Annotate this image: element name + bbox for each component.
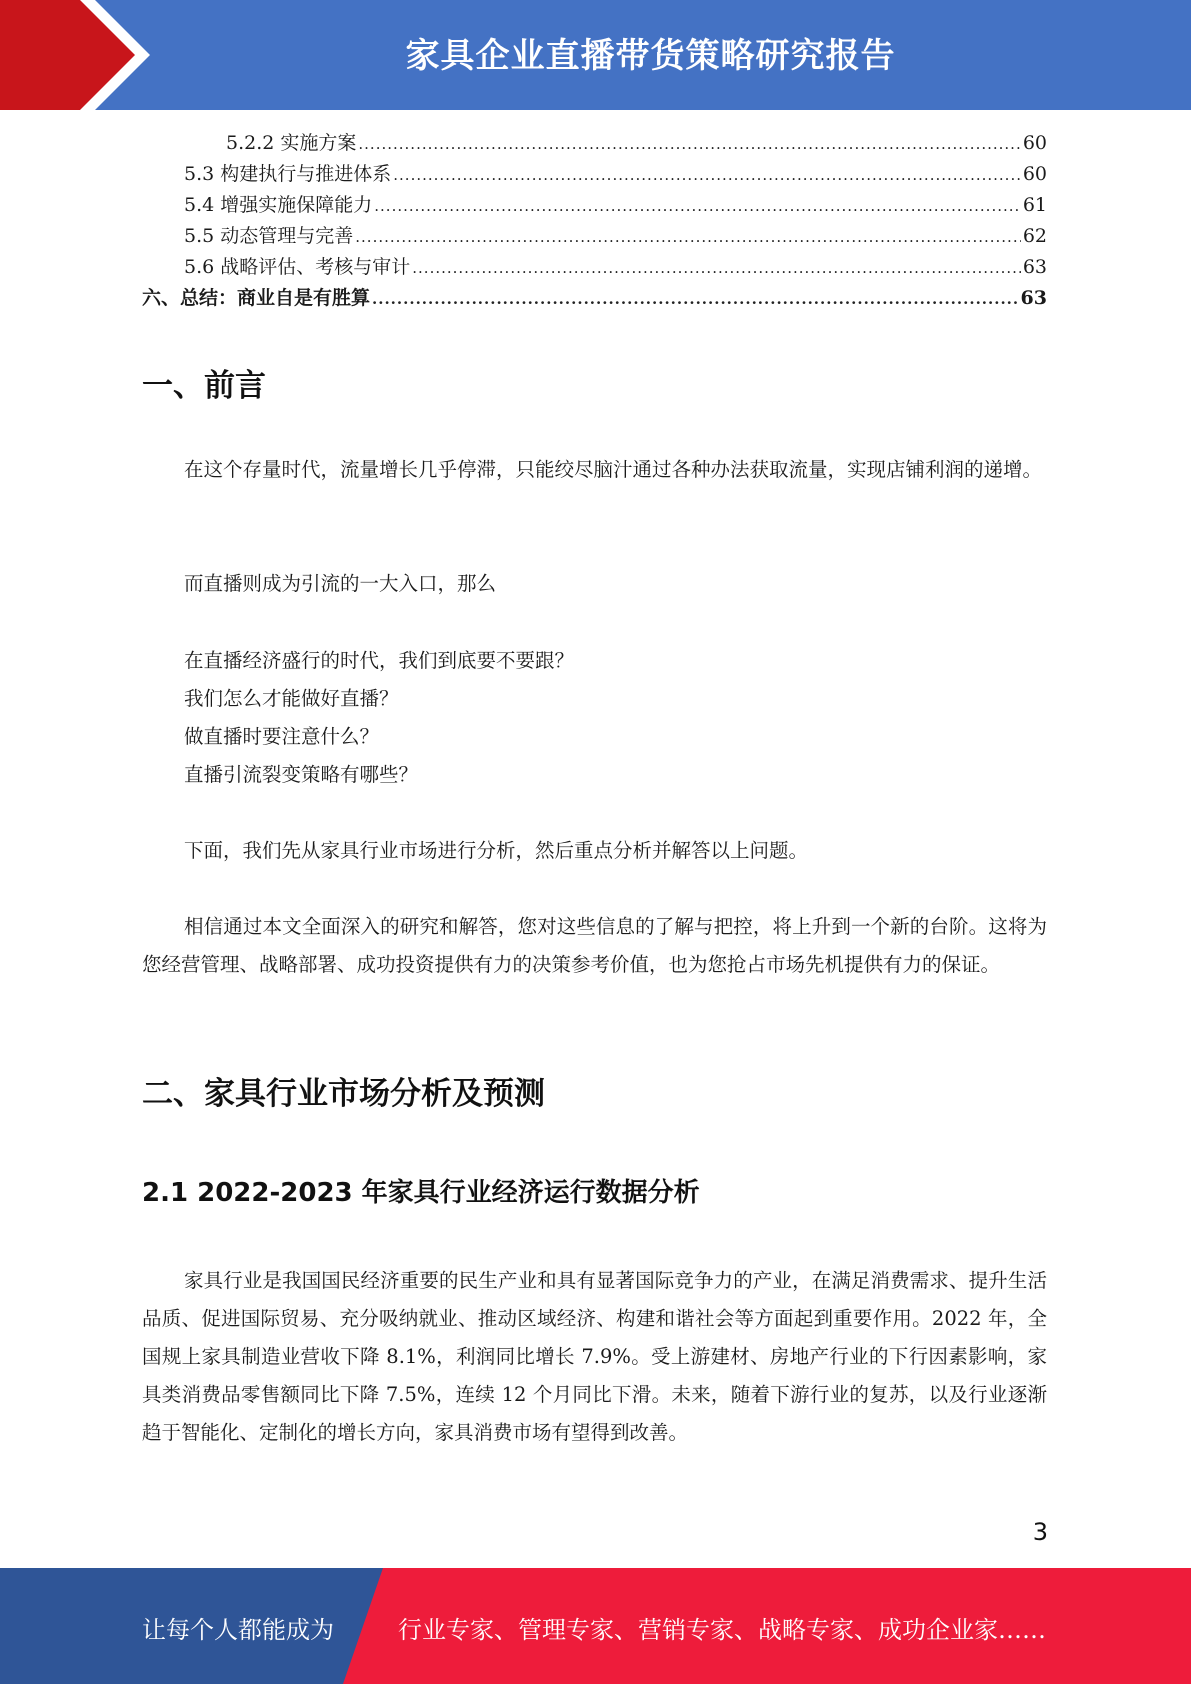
toc-leader-dots	[355, 222, 1021, 253]
toc-leader-dots	[374, 191, 1021, 222]
toc-entry-label: 5.3 构建执行与推进体系	[184, 163, 392, 185]
footer-banner	[0, 1568, 1191, 1684]
toc-leader-dots	[372, 284, 1019, 315]
page-number: 3	[1032, 1518, 1048, 1546]
table-of-contents	[142, 128, 1047, 314]
toc-entry-label: 5.6 战略评估、考核与审计	[184, 256, 411, 278]
paragraph: 相信通过本文全面深入的研究和解答，您对这些信息的了解与把控，将上升到一个新的台阶。这将为您经营管理、战略部署、成功投资提供有力的决策参考价值，也为您抢占市场先机提供有力的保证。	[142, 915, 1047, 976]
toc-entry[interactable]	[142, 128, 1047, 159]
toc-entry-label: 5.5 动态管理与完善	[184, 225, 354, 247]
toc-entry-label: 5.2.2 实施方案	[226, 132, 357, 154]
subsection-heading: 2.1 2022-2023 年家具行业经济运行数据分析	[142, 1178, 700, 1208]
toc-entry-label: 5.4 增强实施保障能力	[184, 194, 373, 216]
toc-entry[interactable]	[142, 159, 1047, 190]
header-banner	[0, 0, 1191, 110]
footer-slogan-left: 让每个人都能成为	[142, 1616, 334, 1644]
toc-entry[interactable]	[142, 221, 1047, 252]
paragraph: 在这个存量时代，流量增长几乎停滞，只能绞尽脑汁通过各种办法获取流量，实现店铺利润的递增。	[184, 458, 1043, 481]
toc-entry[interactable]	[142, 283, 1047, 314]
footer-slogan-right: 行业专家、管理专家、营销专家、战略专家、成功企业家……	[398, 1616, 1046, 1644]
section-heading-preface: 一、前言	[142, 368, 266, 404]
toc-leader-dots	[393, 160, 1021, 191]
paragraph: 下面，我们先从家具行业市场进行分析，然后重点分析并解答以上问题。	[184, 839, 809, 862]
toc-entry-page: 62	[1022, 225, 1047, 247]
question-item: 直播引流裂变策略有哪些？	[184, 763, 419, 786]
toc-entry-label: 六、总结：商业自是有胜算	[142, 287, 371, 309]
paragraph: 家具行业是我国国民经济重要的民生产业和具有显著国际竞争力的产业，在满足消费需求、提升生活品质、促进国际贸易、充分吸纳就业、推动区域经济、构建和谐社会等方面起到重要作用。2022 年，全国规上家具制造业营收下降 8.1%，利润同比增长 7.9%。受上游建材、房地产行业的下行因素影响，家具类消费品零售额同比下降 7.5%，连续 12 个月同比下滑。未来，随着下游行业的复苏，以及行业逐渐趋于智能化、定制化的增长方向，家具消费市场有望得到改善。	[142, 1269, 1047, 1444]
toc-entry[interactable]	[142, 190, 1047, 221]
toc-leader-dots	[412, 253, 1021, 284]
toc-leader-dots	[358, 129, 1020, 160]
question-item: 做直播时要注意什么？	[184, 725, 380, 748]
question-list	[184, 642, 574, 794]
toc-entry-page: 63	[1020, 287, 1047, 309]
question-item: 在直播经济盛行的时代，我们到底要不要跟？	[184, 649, 575, 672]
section-heading-market-analysis: 二、家具行业市场分析及预测	[142, 1076, 545, 1112]
paragraph: 而直播则成为引流的一大入口，那么	[184, 572, 497, 595]
toc-entry-page: 63	[1022, 256, 1047, 278]
toc-entry[interactable]	[142, 252, 1047, 283]
question-item: 我们怎么才能做好直播？	[184, 687, 399, 710]
toc-entry-page: 60	[1022, 132, 1047, 154]
toc-entry-page: 61	[1022, 194, 1047, 216]
report-title: 家具企业直播带货策略研究报告	[405, 36, 896, 76]
toc-entry-page: 60	[1022, 163, 1047, 185]
